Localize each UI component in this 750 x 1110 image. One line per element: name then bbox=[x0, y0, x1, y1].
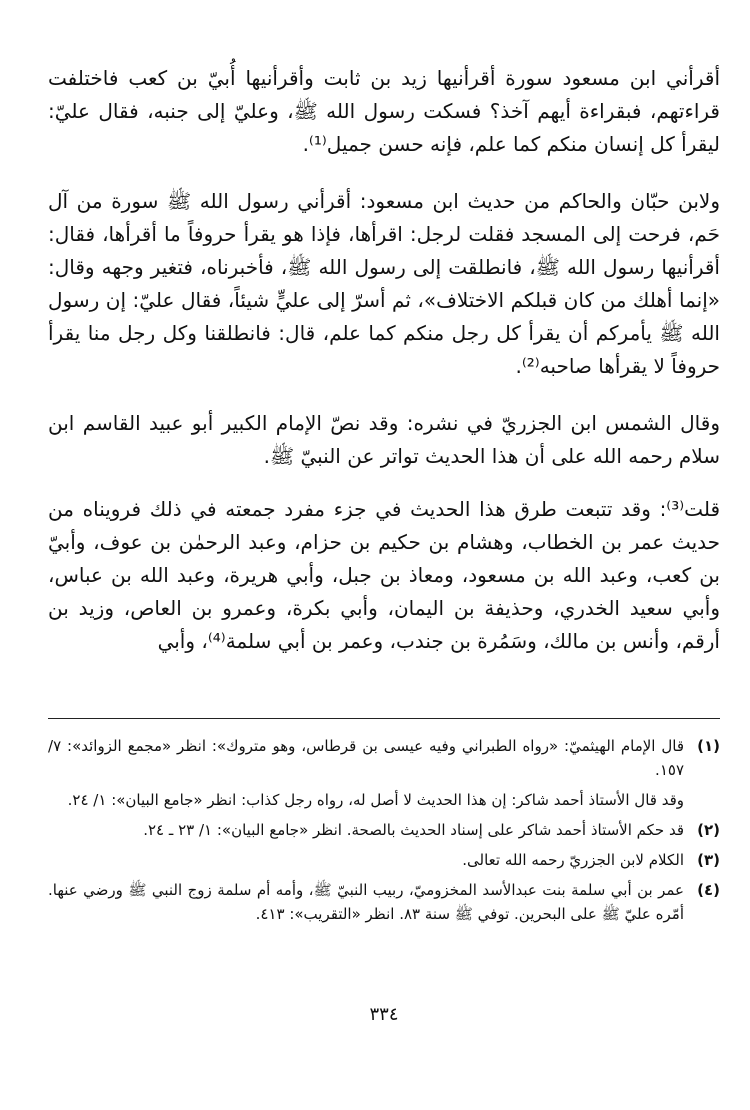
footnote-text: قد حكم الأستاذ أحمد شاكر على إسناد الحديث بالصحة. انظر «جامع البيان»: ١/ ٢٣ ـ ٢٤. bbox=[143, 821, 684, 839]
footnote-text: الكلام لابن الجزريّ رحمه الله تعالى. bbox=[462, 851, 684, 869]
footnote-divider bbox=[48, 718, 720, 719]
footnote-4 bbox=[48, 878, 720, 926]
footnote-1 bbox=[48, 734, 720, 782]
footnote-text: قال الإمام الهيثميّ: «رواه الطبراني وفيه عيسى بن قرطاس، وهو متروك»: انظر «مجمع الزوائد»: ٧/ ١٥٧. bbox=[48, 737, 684, 779]
paragraph-4: قلت⁽³⁾: وقد تتبعت طرق هذا الحديث في جزء مفرد جمعته في ذلك فرويناه من حديث عمر بن الخطاب، وهشام بن حكيم بن حزام، وعبد الرحمٰن بن عوف، وأبيّ بن كعب، وعبد الله بن مسعود، ومعاذ بن جبل، وأبي هريرة، وعبد الله بن عباس، وأبي سعيد الخدري، وحذيفة بن اليمان، وأبي بكرة، وعمرو بن العاص، وزيد بن أرقم، وأنس بن مالك، وسَمُرة بن جندب، وعمر بن أبي سلمة⁽⁴⁾، وأبي bbox=[48, 497, 720, 653]
book-page bbox=[48, 62, 720, 1062]
paragraph-3: وقال الشمس ابن الجزريّ في نشره: وقد نصّ الإمام الكبير أبو عبيد القاسم ابن سلام رحمه الله على أن هذا الحديث تواتر عن النبيّ ﷺ. bbox=[48, 411, 720, 468]
paragraph-1: أقرأني ابن مسعود سورة أقرأنيها زيد بن ثابت وأقرأنيها أُبيّ بن كعب فاختلفت قراءتهم، فبقراءة أيهم آخذ؟ فسكت رسول الله ﷺ، وعليّ إلى جنبه، فقال عليّ: ليقرأ كل إنسان منكم كما علم، فإنه حسن جميل⁽¹⁾. bbox=[48, 66, 720, 156]
footnote-number: (٢) bbox=[697, 821, 720, 839]
footnote-number: (٤) bbox=[697, 881, 720, 899]
footnote-2 bbox=[48, 818, 720, 842]
footnote-3 bbox=[48, 848, 720, 872]
footnote-number: (٣) bbox=[697, 851, 720, 869]
footnote-number: (١) bbox=[697, 737, 720, 755]
footnote-1-continuation: وقد قال الأستاذ أحمد شاكر: إن هذا الحديث لا أصل له، رواه رجل كذاب: انظر «جامع البيان»: ١/ ٢٤. bbox=[67, 791, 684, 809]
page-number: ٣٣٤ bbox=[369, 1004, 399, 1025]
paragraph-2: ولابن حبّان والحاكم من حديث ابن مسعود: أقرأني رسول الله ﷺ سورة من آل حَم، فرحت إلى المسجد فقلت لرجل: اقرأها، فإذا هو يقرأ حروفاً ما أقرأها، فقال: أقرأنيها رسول الله ﷺ، فانطلقت إلى رسول الله ﷺ، فأخبرناه، فتغير وجهه وقال: «إنما أهلك من كان قبلكم الاختلاف»، ثم أسرّ إلى عليٍّ شيئاً، فقال عليّ: إن رسول الله ﷺ يأمركم أن يقرأ كل رجل منكم كما علم، قال: فانطلقنا وكل رجل منا يقرأ حروفاً لا يقرأها صاحبه⁽²⁾. bbox=[48, 189, 720, 378]
footnotes bbox=[48, 734, 720, 932]
footnote-text: عمر بن أبي سلمة بنت عبدالأسد المخزوميّ، ربيب النبيّ ﷺ، وأمه أم سلمة زوج النبي ﷺ ورضي عنها. أمّره عليّ ﷺ على البحرين. توفي ﷺ سنة ٨٣. انظر «التقريب»: ٤١٣. bbox=[48, 881, 684, 923]
